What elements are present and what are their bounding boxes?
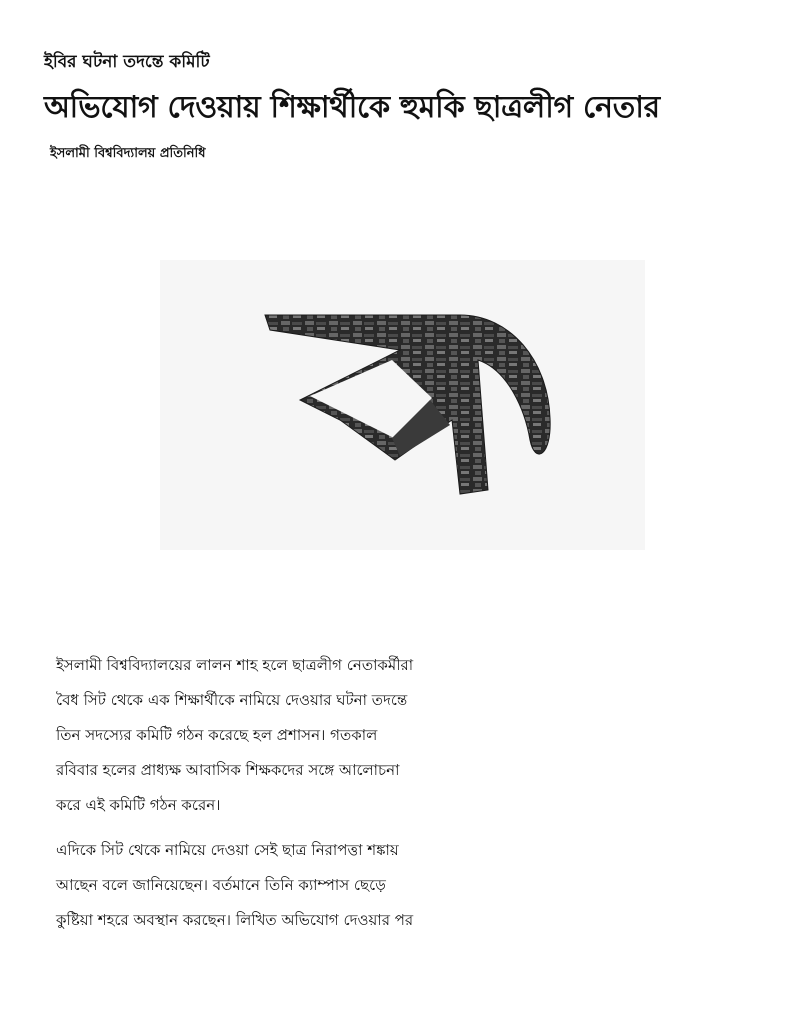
article-byline: ইসলামী বিশ্ববিদ্যালয় প্রতিনিধি: [50, 146, 206, 161]
article-paragraph: [56, 648, 536, 823]
paragraph-line: আছেন বলে জানিয়েছেন। বর্তমানে তিনি ক্যাম্পাস ছেড়ে: [56, 876, 386, 894]
article-paragraph: [56, 833, 536, 938]
paragraph-line: করে এই কমিটি গঠন করেন।: [56, 796, 221, 814]
newspaper-logo-icon: [160, 260, 645, 550]
article-image: [160, 260, 645, 550]
article-kicker: ইবির ঘটনা তদন্তে কমিটি: [44, 52, 210, 72]
article-body: [56, 648, 536, 938]
article-headline: অভিযোগ দেওয়ায় শিক্ষার্থীকে হুমকি ছাত্রলীগ নেতার: [44, 90, 660, 125]
paragraph-line: তিন সদস্যের কমিটি গঠন করেছে হল প্রশাসন। গতকাল: [56, 726, 378, 744]
paragraph-line: বৈধ সিট থেকে এক শিক্ষার্থীকে নামিয়ে দেওয়ার ঘটনা তদন্তে: [56, 691, 408, 709]
paragraph-line: এদিকে সিট থেকে নামিয়ে দেওয়া সেই ছাত্র নিরাপত্তা শঙ্কায়: [56, 841, 399, 859]
paragraph-line: ইসলামী বিশ্ববিদ্যালয়ের লালন শাহ হলে ছাত্রলীগ নেতাকর্মীরা: [56, 656, 414, 674]
paragraph-line: কুষ্টিয়া শহরে অবস্থান করছেন। লিখিত অভিযোগ দেওয়ার পর: [56, 911, 414, 929]
paragraph-line: রবিবার হলের প্রাধ্যক্ষ আবাসিক শিক্ষকদের সঙ্গে আলোচনা: [56, 761, 400, 779]
